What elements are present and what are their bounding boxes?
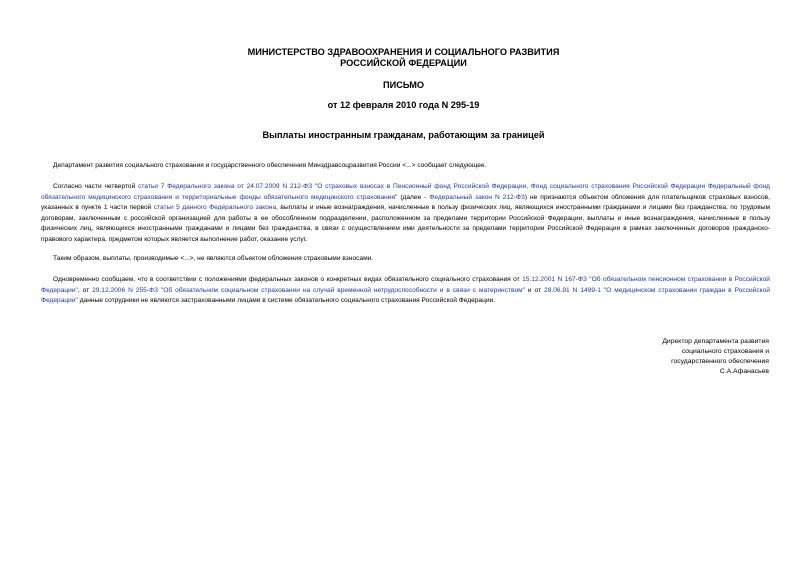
paragraph-text: ) не признаются объектом обложения для плательщиков страховых взносов, указанных в пункте 1 части первой — [41, 193, 770, 212]
paragraph-insurance-laws — [41, 275, 770, 307]
document-date-number: от 12 февраля 2010 года N 295-19 — [327, 100, 480, 110]
paragraph-intro: Департамент развития социального страхования и государственного обеспечения Минздравсоцразвития России <...> сообщает следующее. — [53, 162, 487, 169]
signatory-name: С.А.Афанасьев — [719, 368, 769, 375]
document-subject: Выплаты иностранным гражданам, работающим за границей — [262, 130, 545, 140]
paragraph-text: Одновременно сообщаем, что в соответствии с положениями федеральных законов о конкретных видах обязательного социального страхования от — [53, 276, 523, 283]
signature-line1: Директор департамента развития — [662, 338, 769, 345]
signature-block — [589, 337, 769, 377]
law-212-fz-link[interactable]: Федеральный закон N 212-ФЗ — [429, 193, 525, 201]
law-1499-1-link[interactable]: 28.06.91 N 1499-1 "О медицинском страховании граждан в Российской Федерации" — [41, 286, 770, 305]
signature-line2: социального страхования и — [681, 348, 769, 355]
paragraph-legal-basis — [41, 182, 770, 246]
law-212-fz-article-5-link[interactable]: статьи 5 данного Федерального закона — [153, 204, 277, 212]
document-type: ПИСЬМО — [382, 80, 425, 90]
paragraph-text: , выплаты и иные вознаграждения, начисленные в пользу физических лиц, являющихся иностранными гражданами и лицами без гражданства, по трудовым договорам, заключенным с российской организацией для работы в ее обособленном подразделении, расположенном за пределами территории Российской Федерации, выплаты и иные вознаграждения, начисленные в пользу физических лиц, являющихся иностранными гражданами и лицами без гражданства, в связи с осуществлением ими деятельности за пределами территории Российской Федерации в рамках заключенных договоров гражданско-правового характера, предметом которых является выполнение работ, оказание услуг. — [41, 204, 770, 243]
law-167-fz-link[interactable]: 15.12.2001 N 167-ФЗ "Об обязательном пенсионном страховании в Российской Федерации" — [41, 276, 770, 294]
ministry-title — [0, 47, 807, 69]
ministry-title-line1: МИНИСТЕРСТВО ЗДРАВООХРАНЕНИЯ И СОЦИАЛЬНОГО РАЗВИТИЯ — [247, 47, 560, 57]
signature-line3: государственного обеспечения — [671, 358, 769, 365]
paragraph-text: данные сотрудники не являются застрахованными лицами в системе обязательного социального страхования Российской Федерации. — [77, 297, 496, 305]
paragraph-text: Согласно части четвертой — [53, 183, 139, 190]
law-255-fz-link[interactable]: 29.12.2006 N 255-ФЗ "Об обязательном социальном страховании на случай временной нетрудоспособности и в связи с материнством" — [92, 286, 525, 294]
ministry-title-line2: РОССИЙСКОЙ ФЕДЕРАЦИИ — [340, 58, 467, 68]
paragraph-text: , от — [77, 286, 93, 294]
paragraph-conclusion: Таким образом, выплаты, производимые <...>, не являются объектом обложения страховыми взносами. — [53, 255, 374, 262]
paragraph-text: (далее - — [397, 193, 430, 201]
law-212-fz-article-7-link[interactable]: статьи 7 Федерального закона от 24.07.2009 N 212-ФЗ "О страховых взносах в Пенсионный фонд Российской Федерации, Фонд социального страхования Российской Федерации Федеральный фонд обязательного медицинского страхования и территориальные фонды обязательного медицинского страхования" — [41, 183, 771, 201]
paragraph-text: и от — [524, 286, 545, 294]
